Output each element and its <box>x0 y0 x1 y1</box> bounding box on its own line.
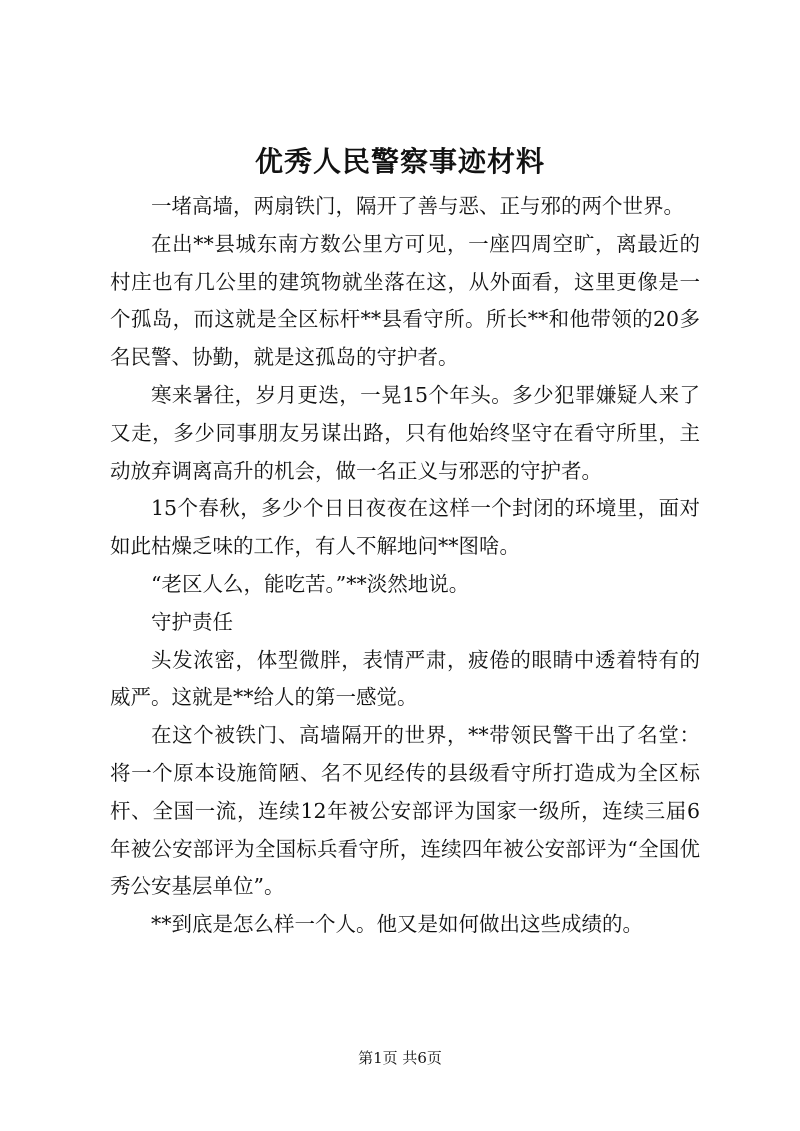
page-footer: 第1页 共6页 <box>358 1049 442 1067</box>
paragraph-2: 在出**县城东南方数公里方可见，一座四周空旷，离最近的村庄也有几公里的建筑物就坐落在这，从外面看，这里更像是一个孤岛，而这就是全区标杆**县看守所。所长**和他带领的20多名民警、协勤，就是这孤岛的守护者。 <box>110 231 700 370</box>
paragraph-1: 一堵高墙，两扇铁门，隔开了善与恶、正与邪的两个世界。 <box>151 194 684 218</box>
paragraph-5-quote: “老区人么，能吃苦。”**淡然地说。 <box>151 571 470 596</box>
paragraph-3: 寒来暑往，岁月更迭，一晃15个年头。多少犯罪嫌疑人来了又走，多少同事朋友另谋出路，只有他始终坚守在看守所里，主动放弃调离高升的机会，做一名正义与邪恶的守护者。 <box>110 382 700 483</box>
document-title: 优秀人民警察事迹材料 <box>254 145 545 178</box>
paragraph-8: **到底是怎么样一个人。他又是如何做出这些成绩的。 <box>151 912 643 937</box>
section-heading: 守护责任 <box>151 609 233 634</box>
document-body <box>110 188 700 944</box>
paragraph-6: 头发浓密，体型微胖，表情严肃，疲倦的眼睛中透着特有的威严。这就是**给人的第一感觉。 <box>110 647 700 710</box>
paragraph-7: 在这个被铁门、高墙隔开的世界，**带领民警干出了名堂：将一个原本设施简陋、名不见经传的县级看守所打造成为全区标杆、全国一流，连续12年被公安部评为国家一级所，连续三届6年被公安部评为全国标兵看守所，连续四年被公安部评为“全国优秀公安基层单位”。 <box>110 723 700 899</box>
paragraph-4: 15个春秋，多少个日日夜夜在这样一个封闭的环境里，面对如此枯燥乏味的工作，有人不解地问**图啥。 <box>110 496 700 559</box>
